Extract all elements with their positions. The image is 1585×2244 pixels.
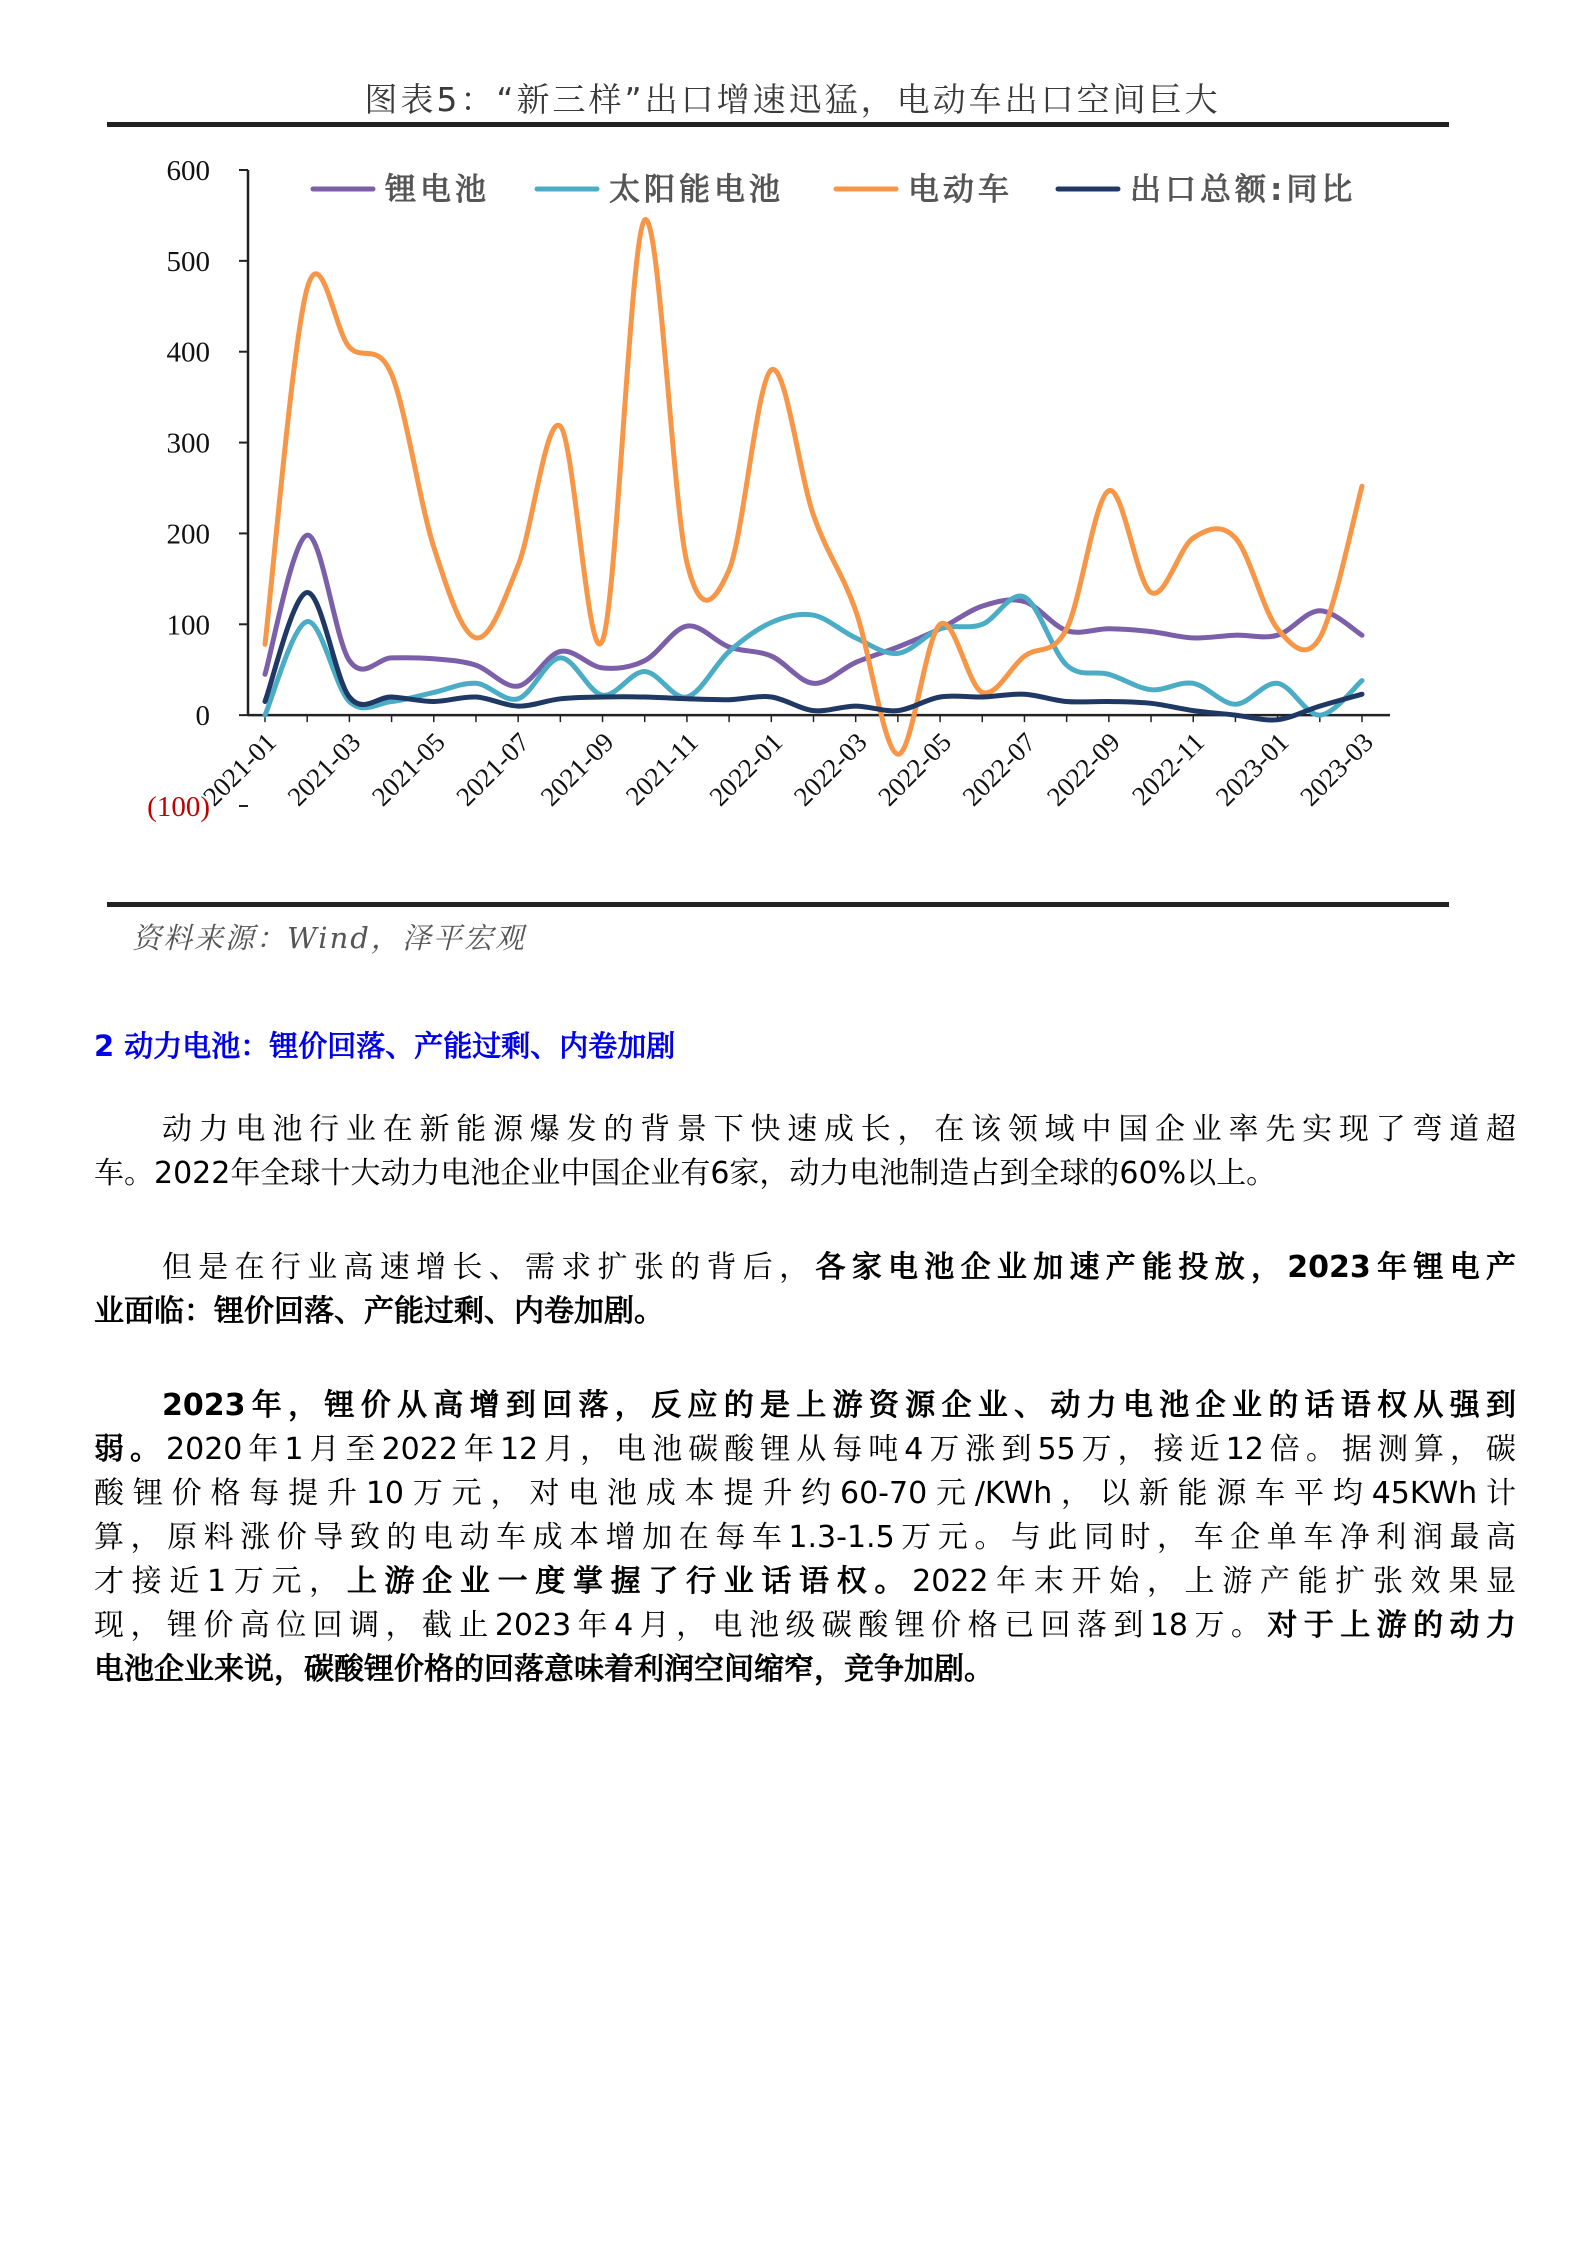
text-run: 才接近1万元， — [94, 1564, 347, 1599]
series-line-2 — [265, 596, 1362, 715]
paragraph-line — [94, 1428, 1516, 1472]
x-tick-label: 2022-07 — [956, 726, 1042, 812]
section-heading: 2 动力电池：锂价回落、产能过剩、内卷加剧 — [94, 1029, 676, 1063]
bold-run: 弱。 — [94, 1432, 167, 1467]
legend-label: 太阳能电池 — [609, 172, 784, 208]
series-lines — [265, 220, 1362, 755]
text-run: 2022年末开始，上游产能扩张效果显 — [912, 1564, 1517, 1599]
paragraph-line — [94, 1604, 1516, 1648]
bold-run: 对于上游的动力 — [1267, 1608, 1517, 1643]
bold-run: 各家电池企业加速产能投放，2023年锂电产 — [815, 1250, 1517, 1285]
legend-label: 电动车 — [908, 172, 1013, 208]
text-run: 但是在行业高速增长、需求扩张的背后， — [162, 1250, 816, 1285]
x-tick-label: 2021-03 — [281, 726, 367, 812]
legend — [313, 172, 1356, 208]
bold-run: 电池企业来说，碳酸锂价格的回落意味着利润空间缩窄，竞争加剧。 — [94, 1652, 994, 1687]
paragraph-line — [94, 1290, 1516, 1334]
figure-source: 资料来源：Wind，泽平宏观 — [132, 921, 526, 955]
figure-title: 图表5：“新三样”出口增速迅猛，电动车出口空间巨大 — [364, 80, 1221, 119]
paragraph-3 — [94, 1384, 1516, 1692]
paragraph-line: 车。2022年全球十大动力电池企业中国企业有6家，动力电池制造占到全球的60%以上。 — [94, 1156, 1277, 1191]
x-axis — [197, 715, 1390, 812]
paragraph-line — [94, 1560, 1516, 1604]
text-run: 现，锂价高位回调，截止2023年4月，电池级碳酸锂价格已回落到18万。 — [94, 1608, 1268, 1643]
line-chart — [0, 0, 1585, 900]
series-line-3 — [265, 220, 1362, 755]
paragraph-1 — [94, 1108, 1516, 1196]
bold-run: 业面临：锂价回落、产能过剩、内卷加剧。 — [94, 1294, 664, 1329]
paragraph-line: 动力电池行业在新能源爆发的背景下快速成长，在该领域中国企业率先实现了弯道超 — [162, 1112, 1516, 1147]
x-tick-label: 2021-05 — [365, 726, 451, 812]
x-tick-label: 2022-09 — [1040, 726, 1126, 812]
bold-run: 2023年，锂价从高增到回落，反应的是上游资源企业、动力电池企业的话语权从强到 — [162, 1388, 1516, 1423]
y-tick-label: 0 — [195, 700, 210, 733]
x-tick-label: 2021-07 — [450, 726, 536, 812]
x-tick-label: 2023-01 — [1209, 726, 1295, 812]
y-tick-label: 400 — [166, 336, 210, 369]
y-axis — [147, 155, 248, 823]
x-tick-label: 2023-03 — [1294, 726, 1379, 812]
x-tick-label: 2022-03 — [787, 726, 873, 812]
x-tick-label: 2022-05 — [872, 726, 958, 812]
x-tick-label: 2021-11 — [619, 726, 704, 812]
y-tick-label: 500 — [166, 245, 210, 278]
text-run: 2020年1月至2022年12月，电池碳酸锂从每吨4万涨到55万，接近12倍。据测算，碳 — [166, 1432, 1517, 1467]
y-tick-label: 600 — [166, 155, 210, 187]
legend-label: 出口总额:同比 — [1130, 172, 1357, 208]
x-tick-label: 2021-01 — [197, 726, 282, 812]
legend-label: 锂电池 — [385, 172, 490, 208]
series-line-1 — [265, 535, 1362, 686]
y-tick-label: 200 — [166, 518, 210, 551]
x-tick-label: 2022-11 — [1126, 726, 1211, 812]
y-tick-label: 300 — [166, 427, 210, 460]
paragraph-line: 算，原料涨价导致的电动车成本增加在每车1.3-1.5万元。与此同时，车企单车净利润最高 — [94, 1520, 1516, 1555]
figure-bottom-rule — [107, 902, 1449, 907]
x-tick-label: 2021-09 — [534, 726, 620, 812]
paragraph-2 — [94, 1246, 1516, 1334]
paragraph-line: 酸锂价格每提升10万元，对电池成本提升约60-70元/KWh，以新能源车平均45KWh计 — [94, 1476, 1516, 1511]
y-tick-label: (100) — [147, 791, 210, 823]
paragraph-line — [94, 1384, 1516, 1428]
paragraph-line — [94, 1648, 1516, 1692]
x-tick-label: 2022-01 — [703, 726, 789, 812]
paragraph-line — [94, 1246, 1516, 1290]
bold-run: 上游企业一度掌握了行业话语权。 — [346, 1564, 913, 1599]
y-tick-label: 100 — [166, 609, 210, 642]
